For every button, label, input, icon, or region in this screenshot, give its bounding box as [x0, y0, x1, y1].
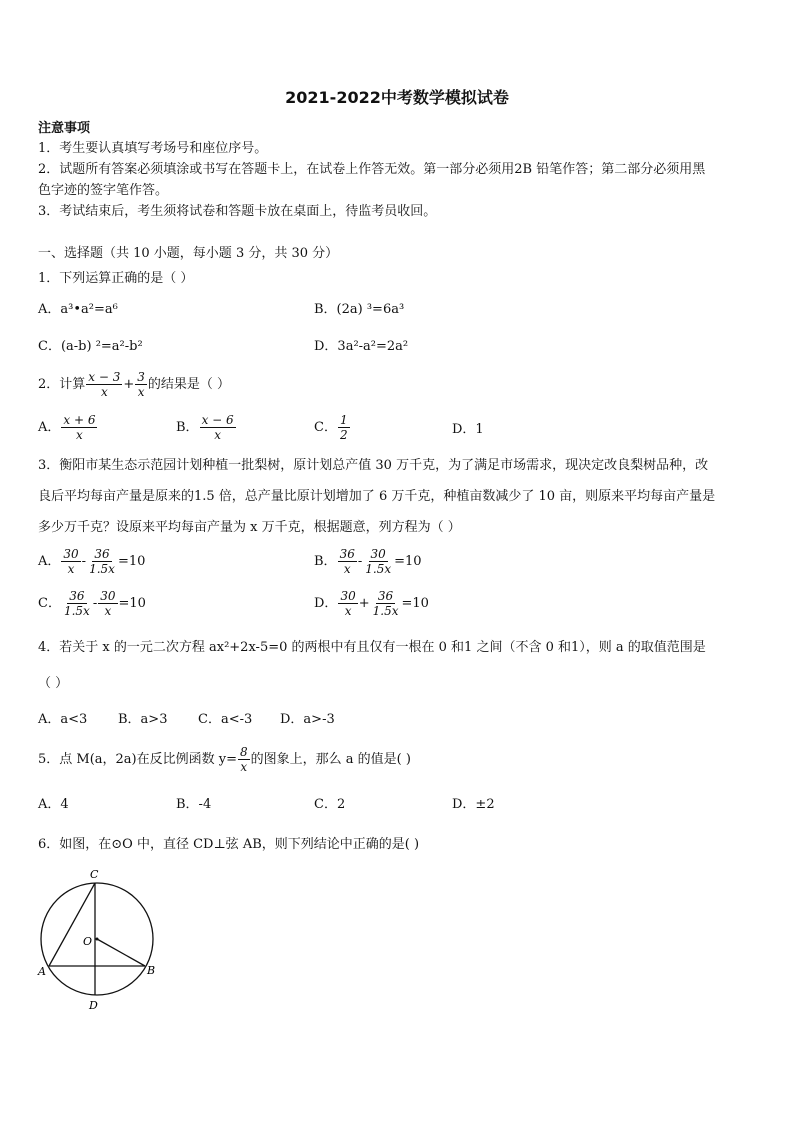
q5-stem: [38, 745, 411, 774]
numerator: x − 3: [88, 370, 121, 384]
numerator: 36: [69, 589, 85, 603]
option-label: B．: [314, 553, 337, 569]
denominator: 1.5x: [63, 604, 90, 618]
denominator: x: [240, 760, 248, 774]
numerator: 36: [339, 547, 355, 561]
q5-fraction: [238, 745, 250, 774]
section-heading: 一、选择题（共 10 小题，每小题 3 分，共 30 分）: [38, 246, 339, 261]
q5-suffix: 的图象上，那么 a 的值是( ): [250, 751, 411, 767]
notice-item: 色字迹的签字笔作答。: [38, 183, 169, 198]
option-fraction: [338, 589, 357, 618]
equals: =10: [401, 595, 429, 611]
q4-blank: （ ）: [38, 676, 69, 691]
denominator: x: [76, 428, 83, 442]
denominator: x: [104, 604, 112, 618]
segment-ob: [97, 939, 145, 966]
q4-option-a: A．a<3: [38, 712, 88, 727]
page-title: 2021-2022中考数学模拟试卷: [285, 88, 509, 107]
numerator: x + 6: [63, 413, 96, 427]
notice-item: 2．试题所有答案必须填涂或书写在答题卡上，在试卷上作答无效。第一部分必须用2B 铅笔作答；第二部分必须用黑: [38, 162, 706, 177]
operator: -: [357, 553, 363, 569]
q4-option-c: C．a<-3: [198, 712, 253, 727]
q2-option-b: [176, 413, 237, 442]
denominator: x: [100, 385, 108, 399]
option-fraction: [61, 413, 97, 442]
q1-option-c: C．(a-b) ²=a²-b²: [38, 339, 143, 354]
q3-option-b: [314, 547, 422, 576]
equals: =10: [118, 595, 146, 611]
option-fraction: [87, 547, 117, 576]
option-label: C．: [38, 595, 61, 611]
operator: +: [358, 595, 370, 611]
plus-sign: +: [123, 376, 135, 392]
q5-option-c: C．2: [314, 797, 346, 812]
denominator: x: [67, 562, 75, 576]
option-fraction: [338, 413, 350, 442]
option-label: A．: [38, 553, 61, 569]
q2-stem: [38, 370, 230, 399]
q3-option-c: [38, 589, 146, 618]
option-fraction: [363, 547, 393, 576]
center-point: [96, 938, 99, 941]
denominator: 2: [339, 428, 348, 442]
option-fraction: [62, 589, 92, 618]
q1-option-a: A．a³•a²=a⁶: [38, 302, 118, 317]
denominator: x: [343, 562, 351, 576]
notice-item: 3．考试结束后，考生须将试卷和答题卡放在桌面上，待监考员收回。: [38, 204, 437, 219]
q3-option-a: [38, 547, 145, 576]
q1-option-b: B．(2a) ³=6a³: [314, 302, 405, 317]
circle-geometry-figure: [34, 866, 164, 1016]
numerator: x − 6: [201, 413, 234, 427]
denominator: x: [214, 428, 221, 442]
option-fraction: [338, 547, 357, 576]
numerator: 36: [94, 547, 110, 561]
numerator: 30: [370, 547, 386, 561]
equals: =10: [117, 553, 146, 569]
q3-option-d: [314, 589, 429, 618]
label-a: A: [38, 965, 46, 978]
q5-option-a: A．4: [38, 797, 69, 812]
q4-option-d: D．a>-3: [280, 712, 335, 727]
q5-option-d: D．±2: [452, 797, 495, 812]
numerator: 1: [339, 413, 348, 427]
numerator: 30: [100, 589, 116, 603]
q3-line: 多少万千克？设原来平均每亩产量为 x 万千克，根据题意，列方程为（ ）: [38, 520, 461, 535]
numerator: 8: [240, 745, 248, 759]
numerator: 3: [137, 370, 145, 384]
notice-item: 1．考生要认真填写考场号和座位序号。: [38, 141, 268, 156]
q3-line: 3．衡阳市某生态示范园计划种植一批梨树，原计划总产值 30 万千克，为了满足市场需求，现决定改良梨树品种，改: [38, 458, 709, 473]
q5-option-b: B．-4: [176, 797, 212, 812]
q1-option-d: D．3a²-a²=2a²: [314, 339, 409, 354]
q2-fraction-1: [86, 370, 122, 399]
option-fraction: [98, 589, 117, 618]
numerator: 30: [63, 547, 79, 561]
denominator: x: [344, 604, 352, 618]
option-label: B．: [176, 419, 199, 435]
label-c: C: [90, 868, 99, 881]
option-label: A．: [38, 419, 61, 435]
label-d: D: [89, 999, 98, 1012]
denominator: 1.5x: [89, 562, 115, 576]
q6-stem: 6．如图，在⊙O 中，直径 CD⊥弦 AB，则下列结论中正确的是( ): [38, 837, 420, 852]
operator: -: [92, 595, 98, 611]
notice-heading: 注意事项: [38, 121, 91, 136]
q4-option-b: B．a>3: [118, 712, 168, 727]
q2-option-d: D．1: [452, 422, 484, 437]
operator: -: [81, 553, 87, 569]
numerator: 36: [377, 589, 394, 603]
q5-prefix: 5．点 M(a，2a)在反比例函数 y=: [38, 751, 237, 767]
q3-line: 良后平均每亩产量是原来的1.5 倍，总产量比原计划增加了 6 万千克，种植亩数减少了 10 亩，则原来平均每亩产量是: [38, 489, 716, 504]
q2-option-c: [314, 413, 351, 442]
q2-suffix: 的结果是（ ）: [147, 376, 231, 392]
label-o: O: [83, 935, 93, 948]
equals: =10: [394, 553, 422, 569]
option-label: D．: [314, 595, 338, 611]
option-label: C．: [314, 419, 337, 435]
option-fraction: [200, 413, 236, 442]
denominator: x: [137, 385, 145, 399]
q2-option-a: [38, 413, 98, 442]
numerator: 30: [340, 589, 356, 603]
q4-stem: 4．若关于 x 的一元二次方程 ax²+2x-5=0 的两根中有且仅有一根在 0 和1 之间（不含 0 和1），则 a 的取值范围是: [38, 640, 706, 655]
denominator: 1.5x: [365, 562, 392, 576]
option-fraction: [61, 547, 80, 576]
q2-prefix: 2．计算: [38, 376, 86, 392]
segment-ca: [49, 883, 95, 966]
q1-stem: 1．下列运算正确的是（ ）: [38, 271, 194, 286]
option-fraction: [371, 589, 401, 618]
q2-fraction-2: [135, 370, 147, 399]
label-b: B: [147, 964, 156, 977]
denominator: 1.5x: [372, 604, 399, 618]
